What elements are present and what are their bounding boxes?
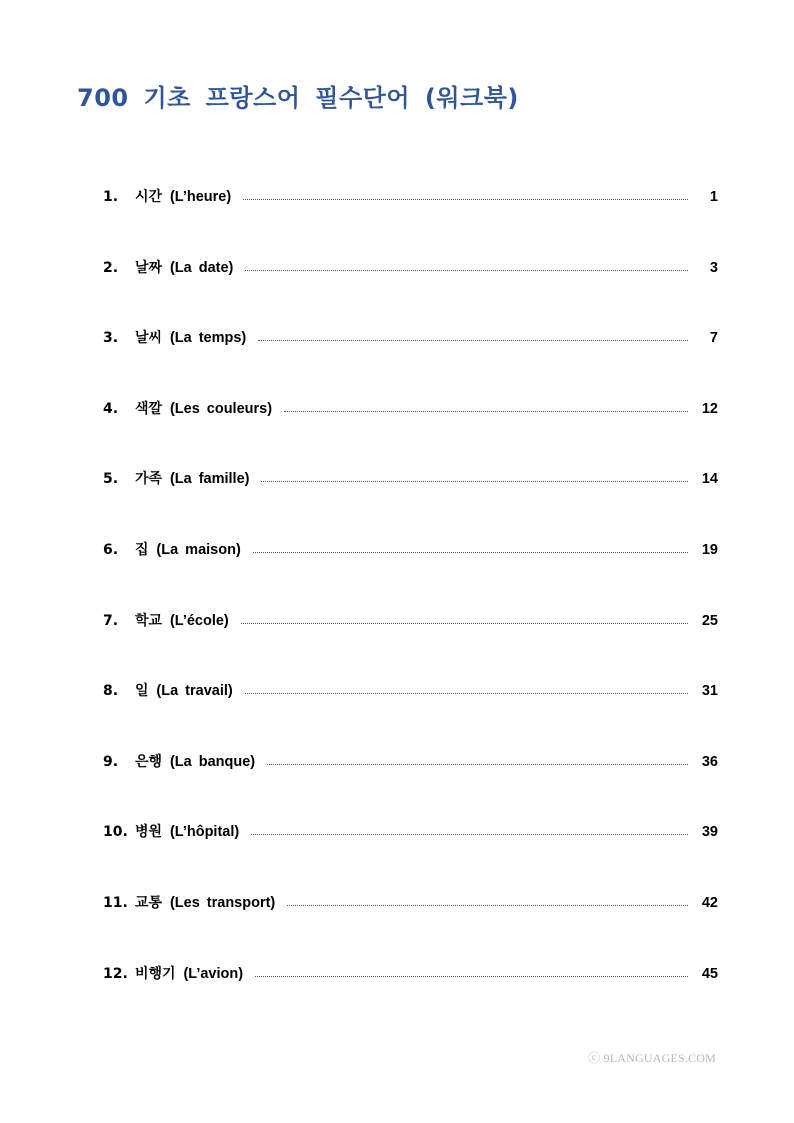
toc-korean: 일 — [135, 683, 149, 700]
toc-number: 3. — [103, 330, 119, 347]
toc-leader-dots — [241, 623, 688, 624]
toc-french: (Les couleurs) — [169, 400, 273, 417]
toc-page-number: 19 — [701, 541, 718, 558]
toc-number: 8. — [103, 683, 119, 700]
toc-label — [135, 468, 249, 488]
toc-korean: 날짜 — [135, 259, 163, 276]
toc-korean: 병원 — [135, 824, 163, 841]
toc-leader-dots — [258, 340, 688, 341]
toc-french: (L’heure) — [169, 189, 232, 205]
table-of-contents — [103, 186, 718, 1033]
toc-label — [135, 398, 272, 418]
toc-number: 9. — [103, 753, 119, 770]
toc-french: (L’avion) — [183, 965, 244, 982]
toc-french: (La travail) — [156, 683, 233, 700]
toc-page-number: 1 — [709, 189, 718, 205]
toc-number: 6. — [103, 541, 119, 558]
toc-label — [135, 257, 233, 277]
toc-korean: 시간 — [135, 189, 163, 205]
toc-korean: 색깔 — [135, 400, 163, 417]
toc-entry[interactable] — [103, 327, 718, 398]
toc-number: 5. — [103, 471, 119, 488]
toc-page-number: 31 — [701, 683, 718, 700]
toc-label — [135, 963, 243, 983]
toc-french: (La banque) — [169, 753, 256, 770]
toc-leader-dots — [287, 905, 688, 906]
toc-korean: 교통 — [135, 894, 163, 911]
toc-number: 4. — [103, 400, 119, 417]
toc-number: 12. — [103, 965, 128, 982]
toc-label — [135, 539, 241, 559]
toc-page-number: 45 — [701, 965, 718, 982]
toc-page-number: 25 — [701, 612, 718, 629]
toc-french: (La temps) — [169, 330, 247, 347]
toc-label — [135, 821, 239, 841]
toc-entry[interactable] — [103, 610, 718, 681]
toc-leader-dots — [267, 764, 688, 765]
toc-leader-dots — [243, 199, 688, 200]
toc-label — [135, 680, 233, 700]
document-title: 700 기초 프랑스어 필수단어 (워크북) — [77, 84, 519, 112]
toc-korean: 학교 — [135, 612, 163, 629]
toc-french: (L’école) — [169, 612, 229, 629]
toc-label — [135, 610, 229, 630]
copyright-footer: ⓒ 9LANGUAGES.COM — [588, 1051, 716, 1065]
toc-page-number: 36 — [701, 753, 718, 770]
toc-number: 11. — [103, 894, 128, 911]
toc-page-number: 3 — [709, 259, 718, 276]
toc-leader-dots — [284, 411, 688, 412]
toc-korean: 비행기 — [135, 965, 176, 982]
toc-leader-dots — [253, 552, 688, 553]
toc-entry[interactable] — [103, 398, 718, 469]
toc-entry[interactable] — [103, 821, 718, 892]
toc-korean: 날씨 — [135, 330, 163, 347]
toc-number: 1. — [103, 189, 119, 205]
toc-entry[interactable] — [103, 680, 718, 751]
toc-entry[interactable] — [103, 751, 718, 822]
toc-entry[interactable] — [103, 539, 718, 610]
toc-french: (L’hôpital) — [169, 824, 240, 841]
toc-page-number: 14 — [701, 471, 718, 488]
toc-leader-dots — [245, 270, 688, 271]
toc-leader-dots — [245, 693, 688, 694]
toc-number: 2. — [103, 259, 119, 276]
toc-leader-dots — [255, 976, 688, 977]
toc-french: (La famille) — [169, 471, 250, 488]
toc-french: (La maison) — [156, 541, 241, 558]
toc-page-number: 12 — [701, 400, 718, 417]
toc-entry[interactable] — [103, 186, 718, 257]
toc-korean: 가족 — [135, 471, 163, 488]
toc-entry[interactable] — [103, 257, 718, 328]
toc-label — [135, 327, 246, 347]
toc-number: 10. — [103, 824, 128, 841]
toc-label — [135, 186, 231, 206]
toc-entry[interactable] — [103, 468, 718, 539]
toc-page-number: 7 — [709, 330, 718, 347]
toc-french: (La date) — [169, 259, 234, 276]
toc-entry[interactable] — [103, 892, 718, 963]
toc-page-number: 39 — [701, 824, 718, 841]
toc-korean: 집 — [135, 541, 149, 558]
toc-page-number: 42 — [701, 894, 718, 911]
toc-leader-dots — [251, 834, 688, 835]
toc-korean: 은행 — [135, 753, 163, 770]
toc-label — [135, 751, 255, 771]
toc-label — [135, 892, 275, 912]
toc-entry[interactable] — [103, 963, 718, 1034]
toc-leader-dots — [261, 481, 688, 482]
toc-number: 7. — [103, 612, 119, 629]
toc-french: (Les transport) — [169, 894, 276, 911]
